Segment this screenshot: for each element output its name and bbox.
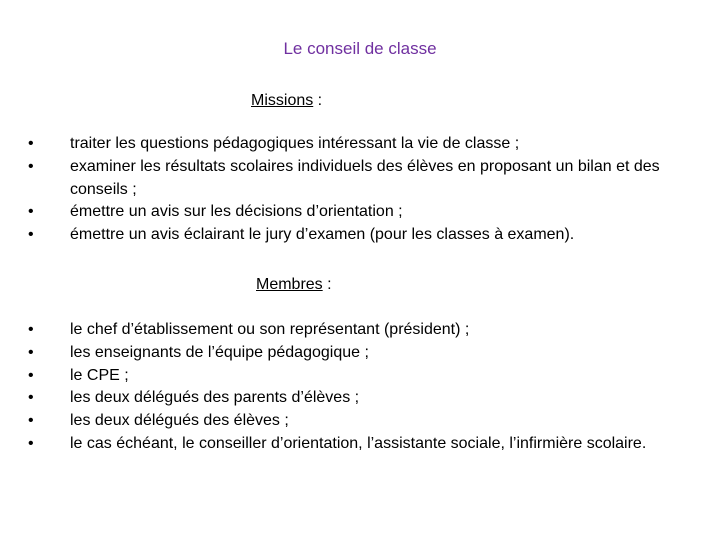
list-item [0, 342, 682, 365]
list-item [0, 433, 682, 456]
bullet-icon: • [28, 157, 34, 175]
list-item-text: traiter les questions pédagogiques intéressant la vie de classe ; [70, 135, 520, 152]
list-item [0, 319, 682, 342]
missions-heading-suffix: : [313, 92, 323, 109]
bullet-icon: • [28, 203, 34, 221]
bullet-icon: • [28, 434, 34, 452]
list-item-text: émettre un avis éclairant le jury d’examen (pour les classes à examen). [70, 226, 575, 244]
list-item-text: le chef d’établissement ou son représentant (président) ; [70, 321, 470, 338]
list-item [0, 156, 682, 202]
list-item-text: émettre un avis sur les décisions d’orientation ; [70, 203, 403, 221]
membres-heading [256, 274, 332, 296]
list-item-text: les enseignants de l’équipe pédagogique ; [70, 343, 369, 361]
membres-heading-label: Membres [256, 276, 323, 293]
bullet-icon: • [28, 226, 34, 244]
list-item [0, 365, 682, 388]
missions-list [0, 133, 682, 247]
missions-heading [251, 90, 322, 112]
bullet-icon: • [28, 366, 34, 384]
bullet-icon: • [28, 135, 34, 152]
list-item-text: le CPE ; [70, 366, 129, 384]
missions-heading-label: Missions [251, 92, 314, 109]
list-item [0, 410, 682, 433]
bullet-icon: • [28, 343, 34, 361]
bullet-icon: • [28, 412, 34, 430]
list-item-text: les deux délégués des parents d’élèves ; [70, 389, 360, 407]
list-item [0, 224, 682, 247]
list-item [0, 133, 682, 156]
bullet-icon: • [28, 321, 34, 338]
list-item [0, 201, 682, 224]
membres-list [0, 319, 682, 456]
membres-heading-suffix: : [322, 276, 332, 293]
list-item-text: les deux délégués des élèves ; [70, 412, 289, 430]
list-item-text: le cas échéant, le conseiller d’orientation, l’assistante sociale, l’infirmière scolaire. [70, 434, 647, 452]
list-item-text: examiner les résultats scolaires individuels des élèves en proposant un bilan et des conseils ; [70, 157, 660, 198]
page-title: Le conseil de classe [283, 39, 437, 58]
bullet-icon: • [28, 389, 34, 407]
list-item [0, 387, 682, 410]
